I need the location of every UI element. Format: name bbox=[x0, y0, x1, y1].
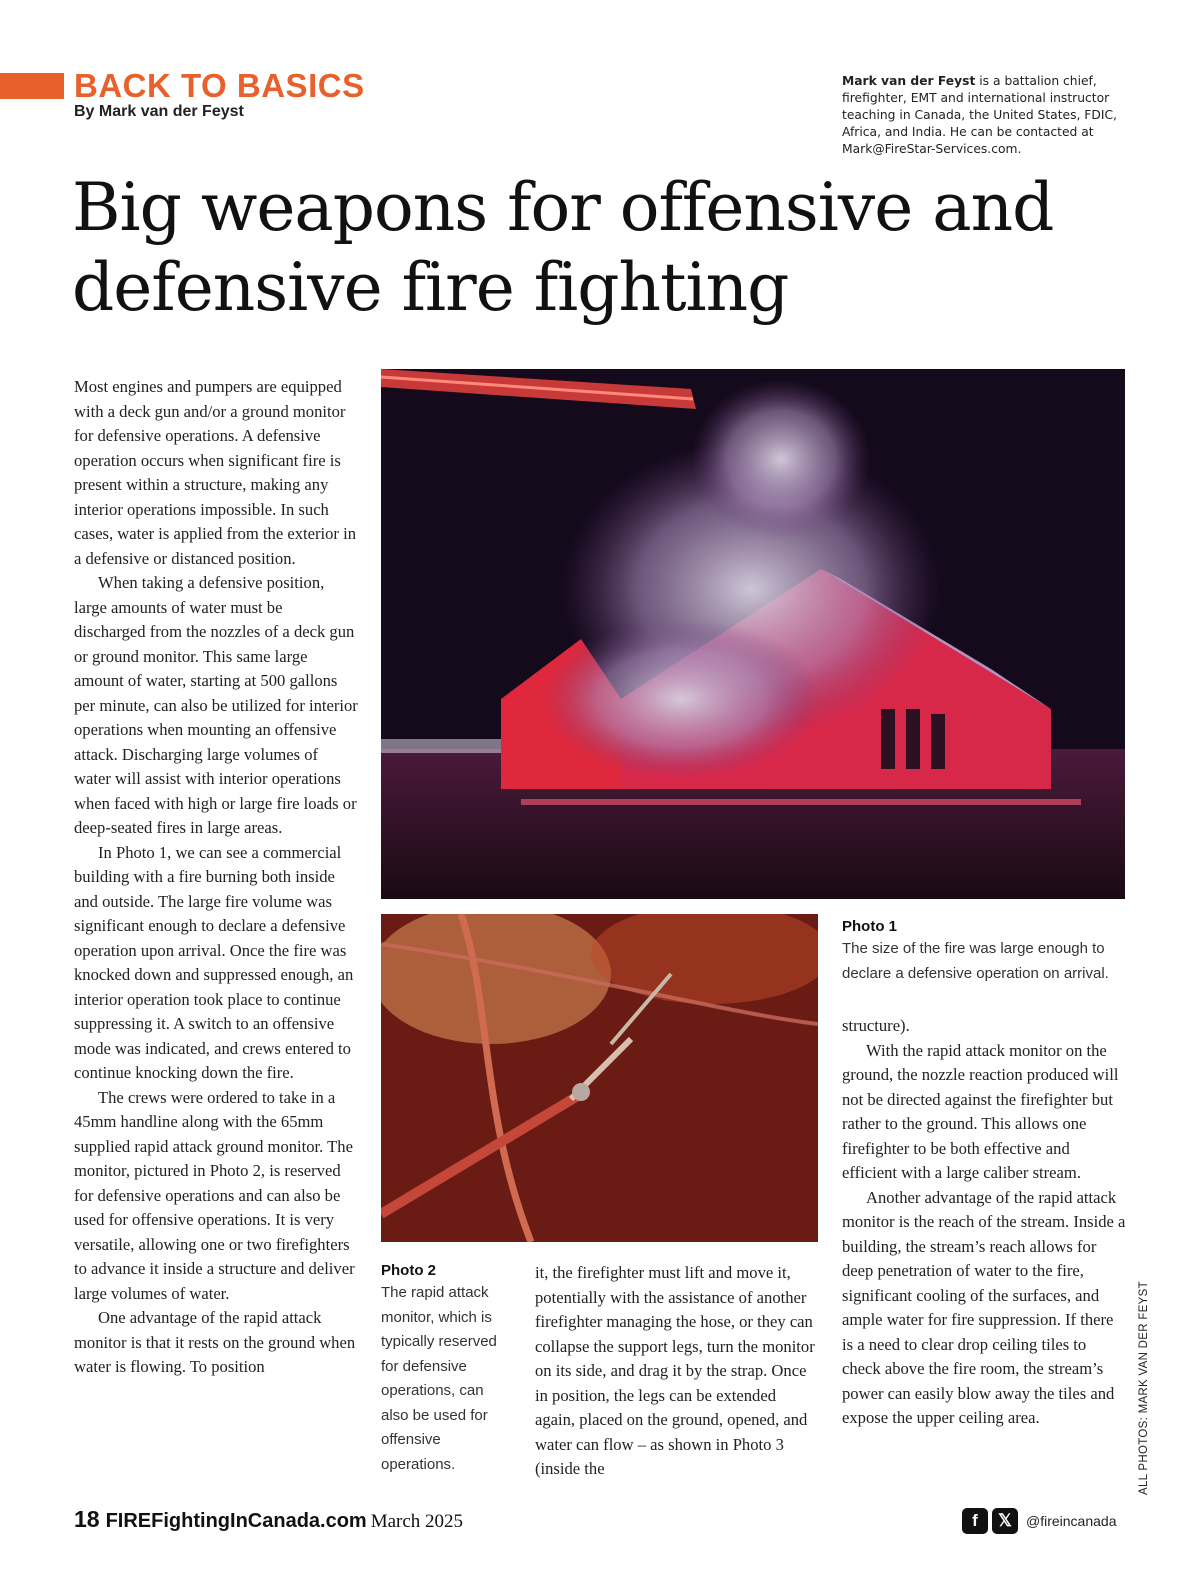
author-bio bbox=[842, 73, 1132, 158]
section-accent-bar bbox=[0, 73, 64, 99]
caption-title: Photo 2 bbox=[381, 1262, 436, 1279]
facebook-icon[interactable]: f bbox=[962, 1508, 988, 1534]
photo-2-illustration bbox=[381, 914, 818, 1242]
headline: Big weapons for offensive and defensive fire fighting bbox=[72, 169, 1054, 326]
photo-1-building-fire bbox=[381, 369, 1125, 899]
page-number: 18 bbox=[74, 1506, 100, 1532]
paragraph: When taking a defensive position, large amounts of water must be discharged from the nozzles of a deck gun or ground monitor. This same large amount of water, starting at 500 gallons per minute, can also be utilized for interior operations when mounting an offensive attack. Discharging large volumes of water will assist with interior operations when faced with high or large fire loads or deep-seated fires in large areas. bbox=[74, 573, 358, 837]
paragraph: With the rapid attack monitor on the ground, the nozzle reaction produced will not be directed against the firefighter but rather to the ground. This allows one firefighter to be both effective and efficient with a large caliber stream. bbox=[842, 1040, 1119, 1182]
author-name: Mark van der Feyst bbox=[842, 74, 976, 88]
photo-1-caption bbox=[842, 918, 1132, 986]
author-bio-text: is a battalion chief, firefighter, EMT and international instructor teaching in Canada, the United States, FDIC, Africa, and India. He can be contacted at Mark@FireStar-Services.com. bbox=[842, 74, 1117, 156]
footer-folio bbox=[74, 1506, 463, 1533]
photo-2-rapid-attack-monitor bbox=[381, 914, 818, 1242]
article-column-1 bbox=[74, 375, 358, 1380]
photo-1-illustration bbox=[381, 369, 1125, 899]
x-icon[interactable]: 𝕏 bbox=[992, 1508, 1018, 1534]
paragraph: Another advantage of the rapid attack monitor is the reach of the stream. Inside a building, the stream’s reach allows for deep penetration of water to the fire, significant cooling of the surfaces, and ample water for fire suppression. If there is a need to clear drop ceiling tiles to check above the fire room, the stream’s power can easily blow away the tiles and expose the upper ceiling area. bbox=[842, 1187, 1126, 1427]
photo-credit: ALL PHOTOS: MARK VAN DER FEYST bbox=[1138, 1281, 1150, 1495]
article-column-3 bbox=[535, 1261, 819, 1482]
paragraph: The crews were ordered to take in a 45mm handline along with the 65mm supplied rapid attack ground monitor. The monitor, pictured in Photo 2, is reserved for defensive operations and can also be used for offensive operations. It is very versatile, allowing one or two firefighters to advance it inside a structure and deliver large volumes of water. bbox=[74, 1087, 355, 1303]
photo-2-caption bbox=[381, 1262, 511, 1477]
paragraph: One advantage of the rapid attack monitor is that it rests on the ground when water is flowing. To position bbox=[74, 1308, 356, 1376]
social-handle[interactable]: @fireincanada bbox=[1026, 1513, 1117, 1529]
website-link[interactable]: FIREFightingInCanada.com bbox=[105, 1510, 367, 1532]
article-column-4 bbox=[842, 1014, 1126, 1431]
paragraph: Most engines and pumpers are equipped with a deck gun and/or a ground monitor for defensive operations. A defensive operation occurs when significant fire is present within a structure, making any interior operations impossible. In such cases, water is applied from the exterior in a defensive or distanced position. bbox=[74, 377, 356, 568]
byline: By Mark van der Feyst bbox=[74, 103, 244, 120]
paragraph: it, the firefighter must lift and move it, potentially with the assistance of another firefighter managing the hose, or they can collapse the support legs, turn the monitor on its side, and drag it by the strap. Once in position, the legs can be extended again, placed on the ground, opened, and water can flow – as shown in Photo 3 (inside the bbox=[535, 1263, 815, 1478]
caption-text: The rapid attack monitor, which is typically reserved for defensive operations, can also be used for offensive operations. bbox=[381, 1284, 497, 1473]
caption-title: Photo 1 bbox=[842, 918, 897, 935]
paragraph: In Photo 1, we can see a commercial building with a fire burning both inside and outside. The large fire volume was significant enough to declare a defensive operation upon arrival. Once the fire was knocked down and suppressed enough, an interior operation took place to continue suppressing it. A switch to an offensive mode was indicated, and crews entered to continue knocking down the fire. bbox=[74, 842, 354, 1082]
caption-text: The size of the fire was large enough to declare a defensive operation on arrival. bbox=[842, 940, 1109, 982]
social-links bbox=[962, 1508, 1117, 1534]
paragraph: structure). bbox=[842, 1016, 910, 1035]
series-title: BACK TO BASICS bbox=[74, 67, 365, 104]
issue-date: March 2025 bbox=[370, 1511, 464, 1532]
